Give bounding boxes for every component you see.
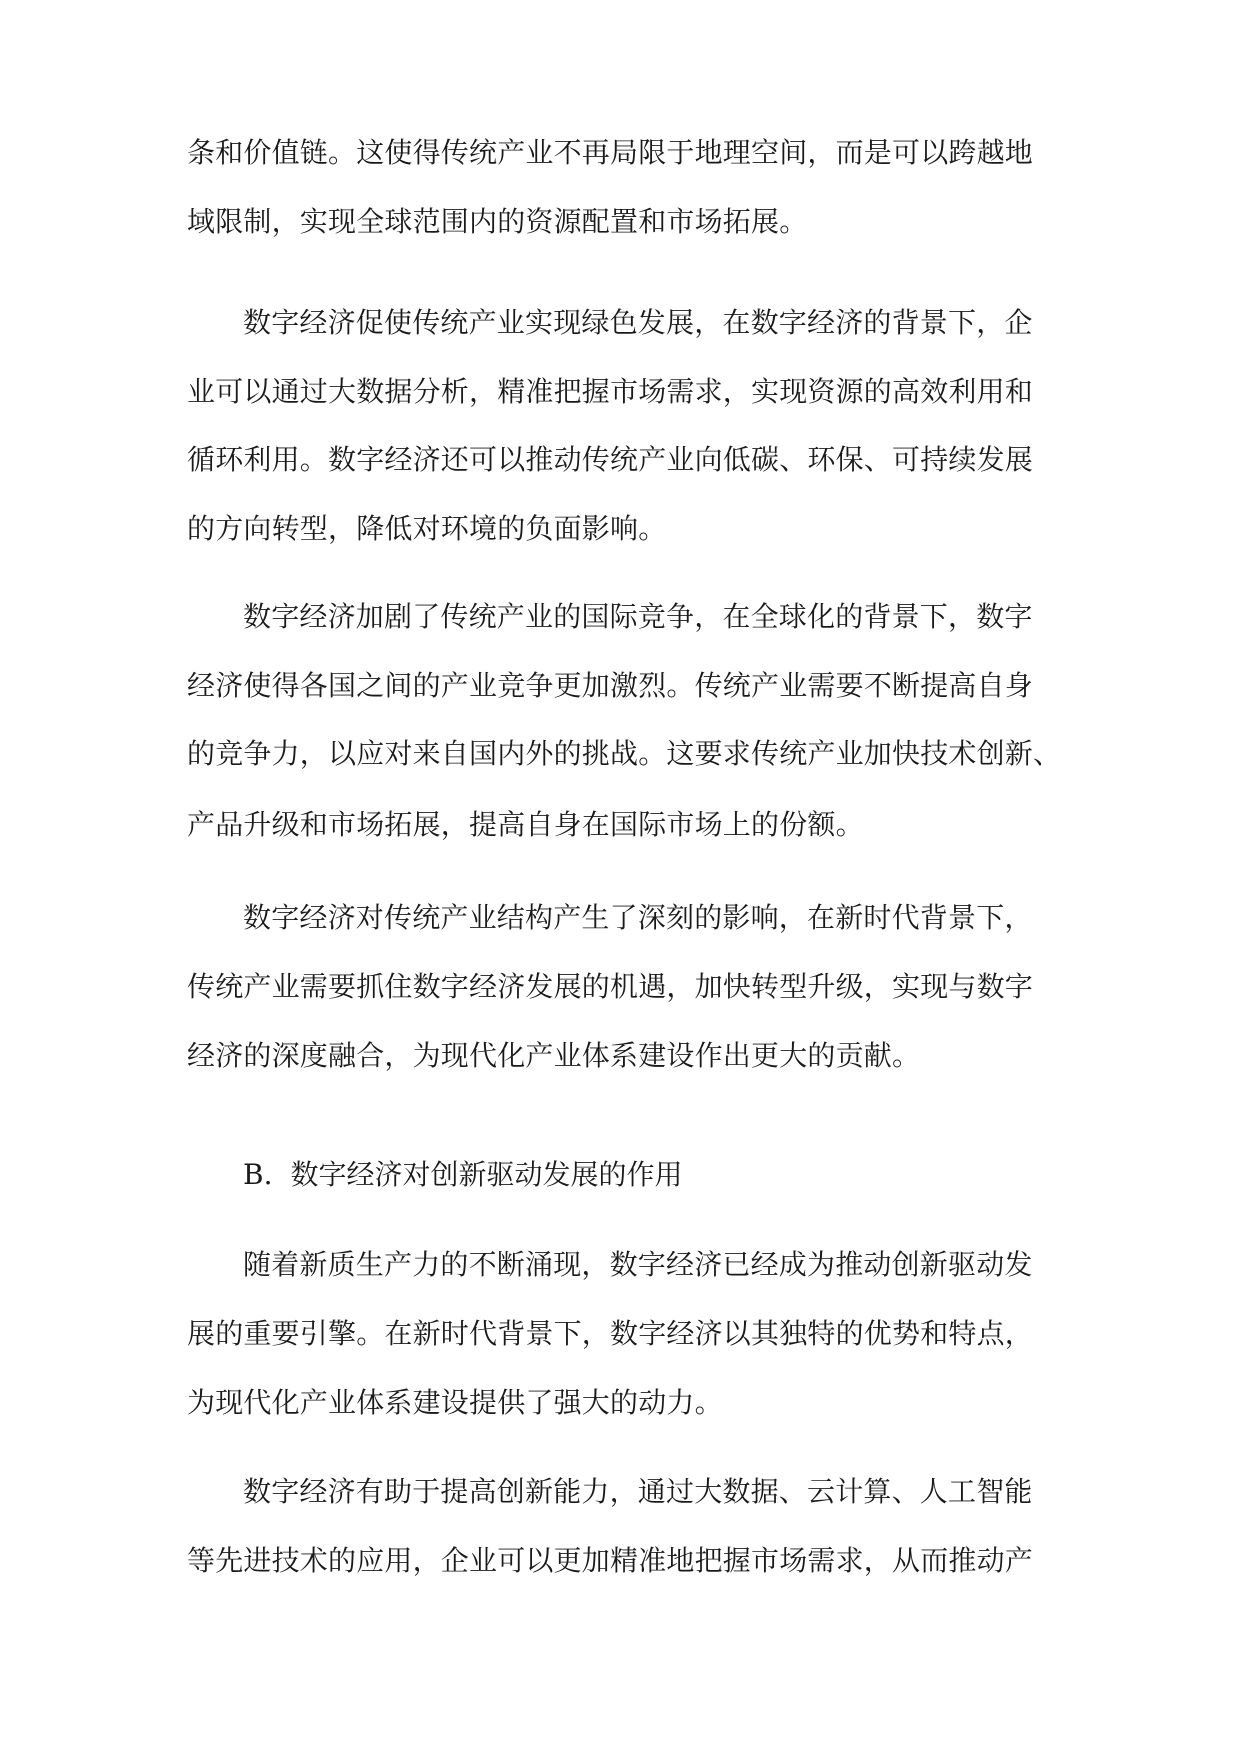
text-line: 传统产业需要抓住数字经济发展的机遇，加快转型升级，实现与数字 (187, 970, 1034, 1003)
text-line: 的方向转型，降低对环境的负面影响。 (187, 512, 667, 545)
section-title: 数字经济对创新驱动发展的作用 (290, 1158, 683, 1191)
text-line: 展的重要引擎。在新时代背景下，数字经济以其独特的优势和特点， (187, 1317, 1034, 1350)
text-line: 经济使得各国之间的产业竞争更加激烈。传统产业需要不断提高自身 (187, 669, 1034, 702)
text-line: 数字经济有助于提高创新能力，通过大数据、云计算、人工智能 (243, 1475, 1033, 1508)
text-line: 域限制，实现全球范围内的资源配置和市场拓展。 (187, 205, 808, 238)
text-line: 条和价值链。这使得传统产业不再局限于地理空间，而是可以跨越地 (187, 136, 1034, 169)
text-line: 数字经济促使传统产业实现绿色发展，在数字经济的背景下，企 (243, 306, 1033, 339)
text-line: 产品升级和市场拓展，提高自身在国际市场上的份额。 (187, 808, 864, 841)
text-line: 经济的深度融合，为现代化产业体系建设作出更大的贡献。 (187, 1039, 921, 1072)
text-line: 业可以通过大数据分析，精准把握市场需求，实现资源的高效利用和 (187, 375, 1034, 408)
text-line: 为现代化产业体系建设提供了强大的动力。 (187, 1386, 723, 1419)
text-line: 随着新质生产力的不断涌现，数字经济已经成为推动创新驱动发 (243, 1248, 1033, 1281)
section-heading (243, 1155, 683, 1195)
text-line: 循环利用。数字经济还可以推动传统产业向低碳、环保、可持续发展 (187, 443, 1034, 476)
text-line: 等先进技术的应用，企业可以更加精准地把握市场需求，从而推动产 (187, 1544, 1034, 1577)
text-line: 的竞争力，以应对来自国内外的挑战。这要求传统产业加快技术创新、 (187, 737, 1062, 770)
text-line: 数字经济对传统产业结构产生了深刻的影响，在新时代背景下， (243, 901, 1033, 934)
text-line: 数字经济加剧了传统产业的国际竞争，在全球化的背景下，数字 (243, 600, 1033, 633)
section-marker: B. (243, 1158, 273, 1191)
